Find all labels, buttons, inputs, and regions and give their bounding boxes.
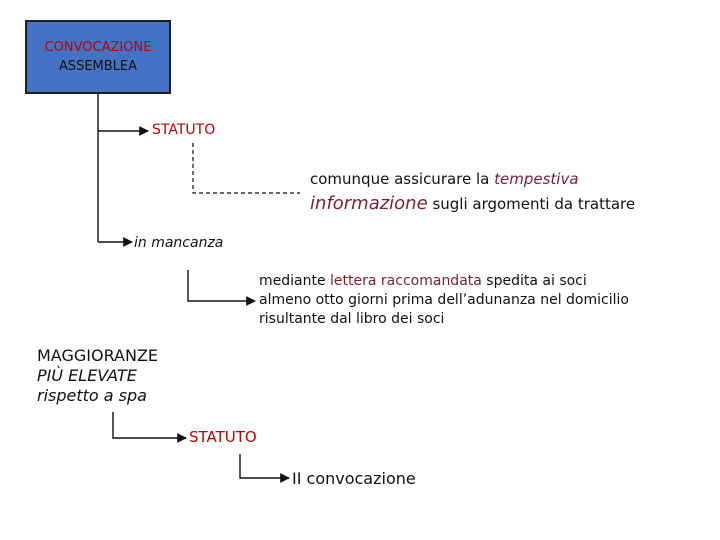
info-line-1 bbox=[310, 170, 579, 188]
info-line-2-text: sugli argomenti da trattare bbox=[427, 195, 636, 213]
convocazione-box bbox=[25, 20, 171, 94]
lettera-line-2: almeno otto giorni prima dell’adunanza nel domicilio bbox=[259, 292, 629, 308]
lettera-text bbox=[259, 272, 629, 329]
box-line-1: CONVOCAZIONE bbox=[44, 40, 152, 55]
lettera-line-1 bbox=[259, 272, 629, 291]
info-line-2 bbox=[310, 193, 635, 214]
arrow-to-lettera bbox=[188, 270, 255, 301]
info-tempestiva: tempestiva bbox=[494, 170, 579, 188]
lettera-raccomandata: lettera raccomandata bbox=[330, 273, 482, 289]
lettera-post: spedita ai soci bbox=[481, 273, 587, 289]
info-line-1-text: comunque assicurare la bbox=[310, 170, 495, 188]
arrow-to-convocazione bbox=[240, 454, 289, 478]
statuto-label: STATUTO bbox=[152, 122, 216, 138]
mancanza-label: in mancanza bbox=[134, 235, 224, 251]
lettera-pre: mediante bbox=[259, 273, 331, 289]
lettera-line-3: risultante dal libro dei soci bbox=[259, 311, 445, 327]
dashed-to-info bbox=[193, 143, 300, 193]
arrow-to-statuto-2 bbox=[113, 412, 186, 438]
maggioranze-line-3: rispetto a spa bbox=[37, 386, 147, 405]
convocazione-label: II convocazione bbox=[292, 469, 416, 488]
info-informazione: informazione bbox=[310, 193, 428, 214]
statuto-label-2: STATUTO bbox=[189, 428, 257, 446]
box-line-2: ASSEMBLEA bbox=[58, 59, 138, 74]
maggioranze-line-2: PIÙ ELEVATE bbox=[37, 366, 137, 385]
maggioranze-block bbox=[37, 346, 158, 406]
maggioranze-line-1: MAGGIORANZE bbox=[37, 346, 159, 365]
